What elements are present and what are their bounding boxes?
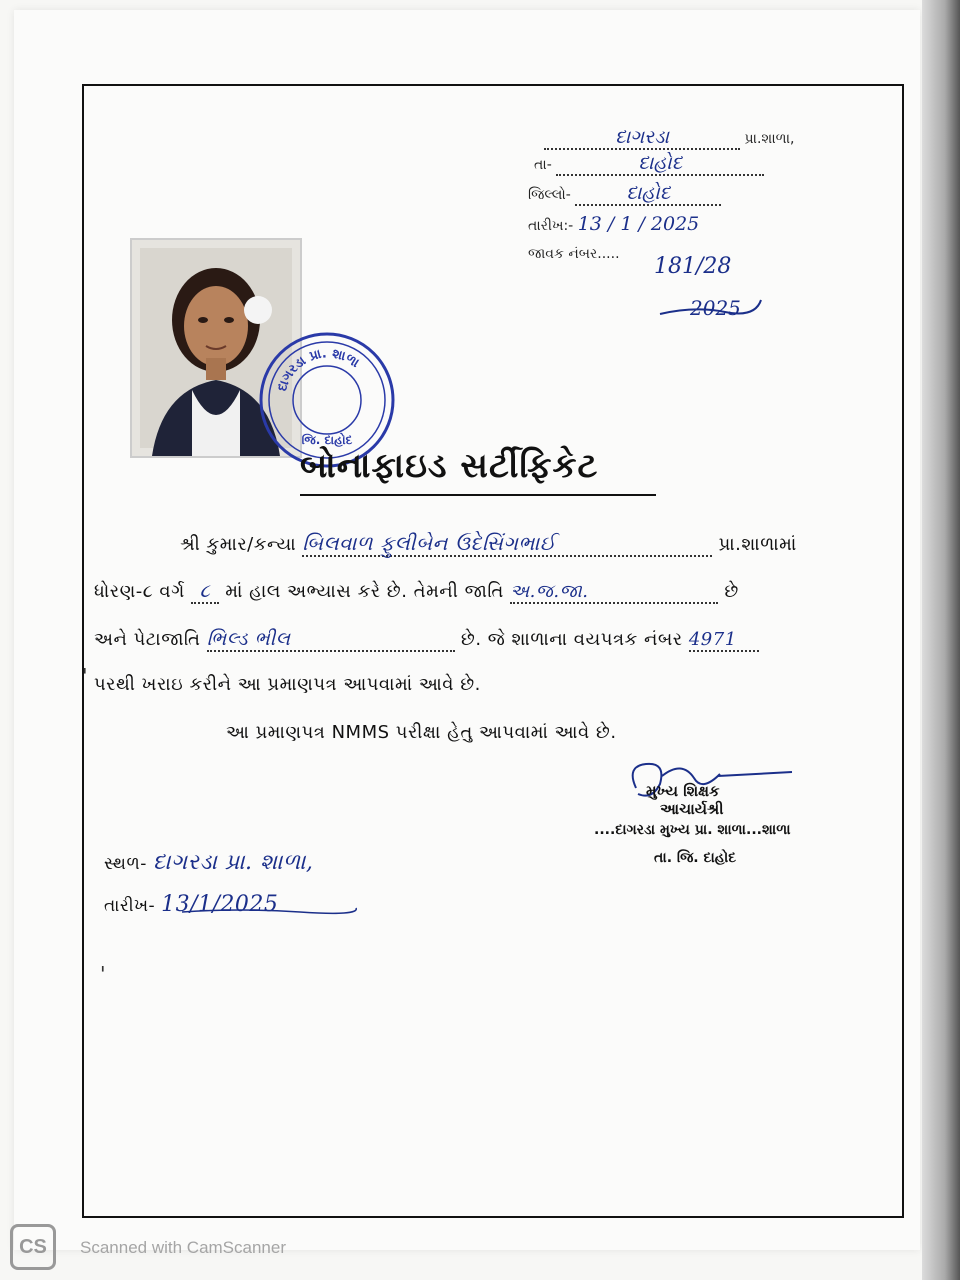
outward-number-handwritten: 181/28 bbox=[654, 254, 732, 279]
body-line-5: આ પ્રમાણપત્ર NMMS પરીક્ષા હેતુ આપવામાં આવે છે. bbox=[226, 722, 617, 743]
school-suffix: પ્રા.શાળા, bbox=[744, 131, 795, 147]
header-taluka-line bbox=[534, 152, 764, 176]
caste-handwritten: અ.જ.જા. bbox=[510, 581, 589, 602]
footer-date-handwritten: 13/1/2025 bbox=[161, 892, 279, 917]
seal-outer-text: દાગરડા પ્રા. શાળા bbox=[274, 346, 362, 394]
school-name-handwritten: દાગરડા bbox=[614, 126, 670, 148]
scan-edge bbox=[922, 0, 960, 1280]
date-handwritten: 13 / 1 / 2025 bbox=[577, 213, 700, 235]
footer-place-line bbox=[104, 850, 313, 875]
class-handwritten: ૮ bbox=[199, 580, 211, 602]
body-line-1-prefix: શ્રી કુમાર/કન્યા bbox=[180, 534, 297, 555]
header-outward-line bbox=[528, 246, 620, 262]
svg-text:દાગરડા પ્રા. શાળા bbox=[275, 346, 362, 393]
body-line-3 bbox=[94, 628, 759, 652]
signature-school-name: દાગરડા મુખ્ય પ્રા. શાળા bbox=[615, 822, 746, 838]
footer-place-handwritten: દાગરડા પ્રા. શાળા, bbox=[152, 850, 314, 875]
header-date-line bbox=[528, 213, 699, 235]
district-handwritten: દાહોદ bbox=[626, 182, 671, 204]
taluka-label: તા- bbox=[534, 157, 552, 173]
body-line-2-suffix: છે bbox=[724, 581, 739, 602]
date-label: તારીખ:- bbox=[528, 218, 574, 234]
footer-place-label: સ્થળ- bbox=[104, 854, 147, 874]
body-line-3-prefix: અને પેટાજાતિ bbox=[94, 629, 201, 650]
student-name-handwritten: બિલવાળ ફુલીબેન ઉદેસિંગભાઈ bbox=[302, 531, 556, 555]
body-line-2-mid: માં હાલ અભ્યાસ કરે છે. તેમની જાતિ bbox=[225, 581, 504, 602]
district-label: જિલ્લો- bbox=[528, 187, 571, 203]
signature-role-2: આચાર્યશ્રી bbox=[660, 800, 724, 818]
signature-role-1: મુખ્ય શિક્ષક bbox=[646, 782, 720, 800]
signature-school-suffix: શાળા bbox=[761, 822, 791, 838]
camscanner-logo: CS bbox=[10, 1224, 56, 1270]
outward-label: જાવક નંબર..... bbox=[528, 246, 620, 262]
header-district-line bbox=[528, 182, 721, 206]
footer-date-label: તારીખ- bbox=[104, 896, 156, 916]
outward-scribble bbox=[655, 292, 765, 322]
margin-mark: ' bbox=[82, 664, 88, 688]
body-line-4: પરથી ખરાઇ કરીને આ પ્રમાણપત્ર આપવામાં આવે છે. bbox=[94, 674, 481, 695]
seal-inner-text: જિ. દાહોદ bbox=[301, 433, 353, 447]
body-line-2 bbox=[94, 580, 739, 604]
body-line-1 bbox=[180, 531, 797, 557]
title-underline bbox=[300, 494, 656, 496]
taluka-handwritten: દાહોદ bbox=[638, 152, 683, 174]
subcaste-handwritten: ભિલ્ડ ભીલ bbox=[206, 628, 291, 650]
outward-year-handwritten: 2025 bbox=[690, 296, 741, 320]
header-school-line bbox=[544, 126, 794, 150]
signature-school-line: ....દાગરડા મુખ્ય પ્રા. શાળા...શાળા bbox=[594, 822, 791, 838]
body-line-3-mid: છે. જે શાળાના વયપત્રક નંબર bbox=[460, 629, 683, 650]
signature-place-line: તા. જિ. દાહોદ bbox=[654, 850, 737, 866]
margin-mark: ' bbox=[100, 962, 106, 986]
body-line-1-suffix: પ્રા.શાળામાં bbox=[718, 534, 797, 555]
body-line-2-prefix: ધોરણ-૮ વર્ગ bbox=[94, 581, 185, 602]
camscanner-watermark-text: Scanned with CamScanner bbox=[80, 1238, 287, 1257]
footer-date-scribble bbox=[180, 904, 360, 918]
register-number-handwritten: 4971 bbox=[688, 629, 737, 650]
certificate-title: બોનાફાઇડ સર્ટીફિકેટ bbox=[300, 446, 599, 486]
